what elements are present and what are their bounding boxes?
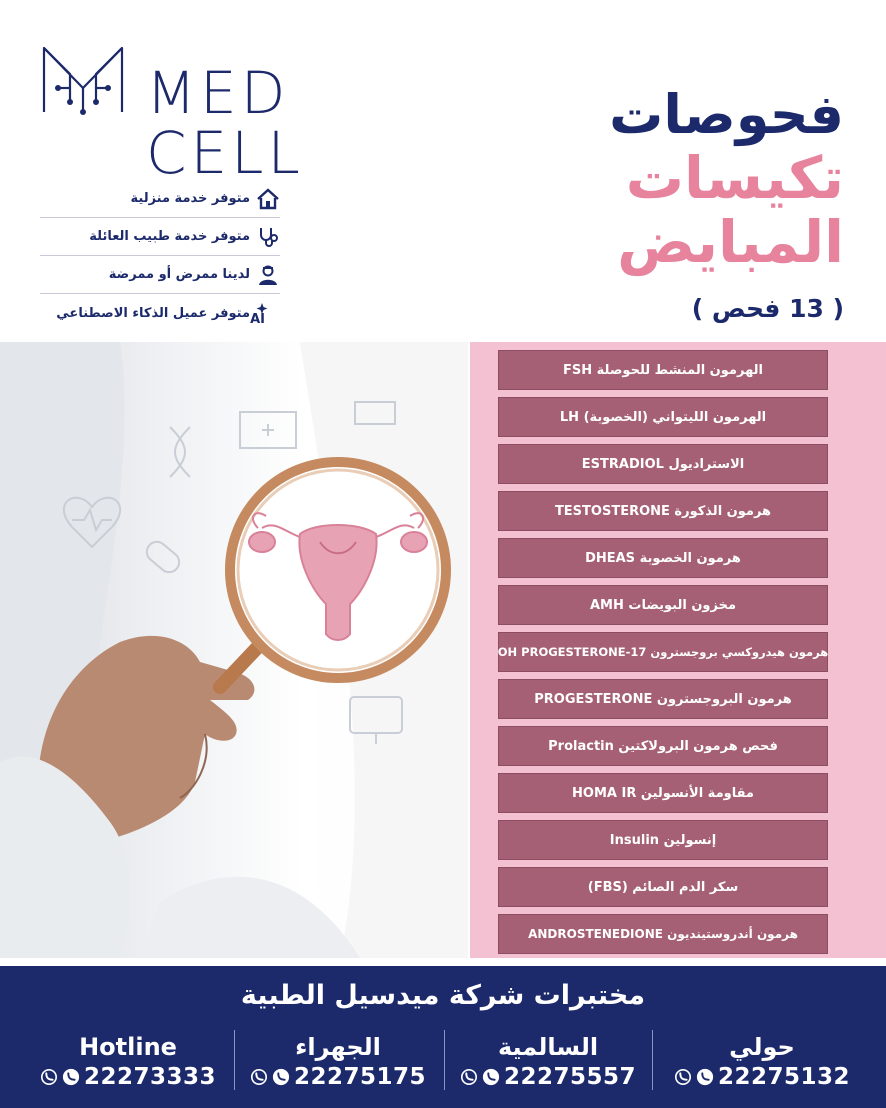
test-item-fbs: سكر الدم الصائم (FBS) xyxy=(498,867,828,907)
tests-panel xyxy=(470,342,886,958)
nurse-icon xyxy=(256,263,280,287)
test-item-amh: مخزون البويضات AMH xyxy=(498,585,828,625)
test-item-prolactin: فحص هرمون البرولاكتين Prolactin xyxy=(498,726,828,766)
magnifier-uterus-illustration xyxy=(0,342,468,958)
branch-name: حولي xyxy=(729,1033,795,1061)
test-item-estradiol: الاستراديول ESTRADIOL xyxy=(498,444,828,484)
phone-icon xyxy=(674,1068,692,1086)
title-line-3: المبايض xyxy=(617,208,844,276)
feature-family-doctor xyxy=(40,218,280,256)
brand-line2: CELL xyxy=(146,119,304,187)
phone-icon xyxy=(250,1068,268,1086)
branch-phone-number[interactable]: 22275132 xyxy=(717,1064,851,1090)
test-item-17oh-progesterone: هرمون هيدروكسي بروجسترون 17-OH PROGESTERONE xyxy=(498,632,828,672)
page-title xyxy=(609,84,844,274)
whatsapp-icon xyxy=(62,1068,80,1086)
footer-title: مختبرات شركة ميدسيل الطبية xyxy=(240,980,646,1011)
branch-name: الجهراء xyxy=(295,1033,381,1061)
test-item-dheas: هرمون الخصوبة DHEAS xyxy=(498,538,828,578)
brand-wordmark xyxy=(146,59,304,187)
home-icon xyxy=(256,187,280,211)
test-item-fsh: الهرمون المنشط للحوصلة FSH xyxy=(498,350,828,390)
branch-phone-number[interactable]: 22275175 xyxy=(293,1064,427,1090)
branch-phone-row xyxy=(238,1064,438,1090)
branch-phone-row xyxy=(662,1064,862,1090)
feature-text: متوفر عميل الذكاء الاصطناعي xyxy=(56,305,250,321)
whatsapp-icon xyxy=(272,1068,290,1086)
med-cell-logo-icon xyxy=(40,44,126,116)
feature-text: متوفر خدمة طبيب العائلة xyxy=(89,229,250,244)
footer-divider xyxy=(652,1030,653,1090)
feature-text: لدينا ممرض أو ممرضة xyxy=(108,267,250,282)
footer-divider xyxy=(234,1030,235,1090)
brand-line1: MED xyxy=(146,59,290,127)
branch-hawalli xyxy=(662,1032,862,1094)
branch-name: السالمية xyxy=(497,1033,599,1061)
feature-text: متوفر خدمة منزلية xyxy=(130,191,250,206)
footer-divider xyxy=(444,1030,445,1090)
tests-count: ( 13 فحص ) xyxy=(691,294,844,323)
features-list xyxy=(40,180,280,332)
test-item-insulin: إنسولين Insulin xyxy=(498,820,828,860)
test-item-testosterone: هرمون الذكورة TESTOSTERONE xyxy=(498,491,828,531)
phone-icon xyxy=(460,1068,478,1086)
test-item-lh: الهرمون الليتواني (الخصوبة) LH xyxy=(498,397,828,437)
footer xyxy=(0,966,886,1108)
branch-phone-row xyxy=(28,1064,228,1090)
test-item-progesterone: هرمون البروجسترون PROGESTERONE xyxy=(498,679,828,719)
branch-phone-number[interactable]: 22273333 xyxy=(83,1064,217,1090)
whatsapp-icon xyxy=(696,1068,714,1086)
stethoscope-icon xyxy=(256,225,280,249)
ai-sparkle-icon xyxy=(250,301,280,327)
whatsapp-icon xyxy=(482,1068,500,1086)
svg-text:AI: AI xyxy=(250,312,265,327)
branch-phone-number[interactable]: 22275557 xyxy=(503,1064,637,1090)
feature-ai-agent xyxy=(40,294,280,332)
title-line-2: تكيسات xyxy=(625,144,844,212)
phone-icon xyxy=(40,1068,58,1086)
feature-nurse xyxy=(40,256,280,294)
branch-name: Hotline xyxy=(79,1033,177,1061)
hero-illustration xyxy=(0,342,468,958)
branch-phone-row xyxy=(448,1064,648,1090)
feature-home-service xyxy=(40,180,280,218)
branch-hotline xyxy=(28,1032,228,1094)
branch-salmiya xyxy=(448,1032,648,1094)
brand-logo xyxy=(40,44,304,187)
test-item-homa-ir: مقاومة الأنسولين HOMA IR xyxy=(498,773,828,813)
test-item-androstenedione: هرمون أندروستينديون ANDROSTENEDIONE xyxy=(498,914,828,954)
branch-jahra xyxy=(238,1032,438,1094)
title-line-1: فحوصات xyxy=(609,83,844,146)
